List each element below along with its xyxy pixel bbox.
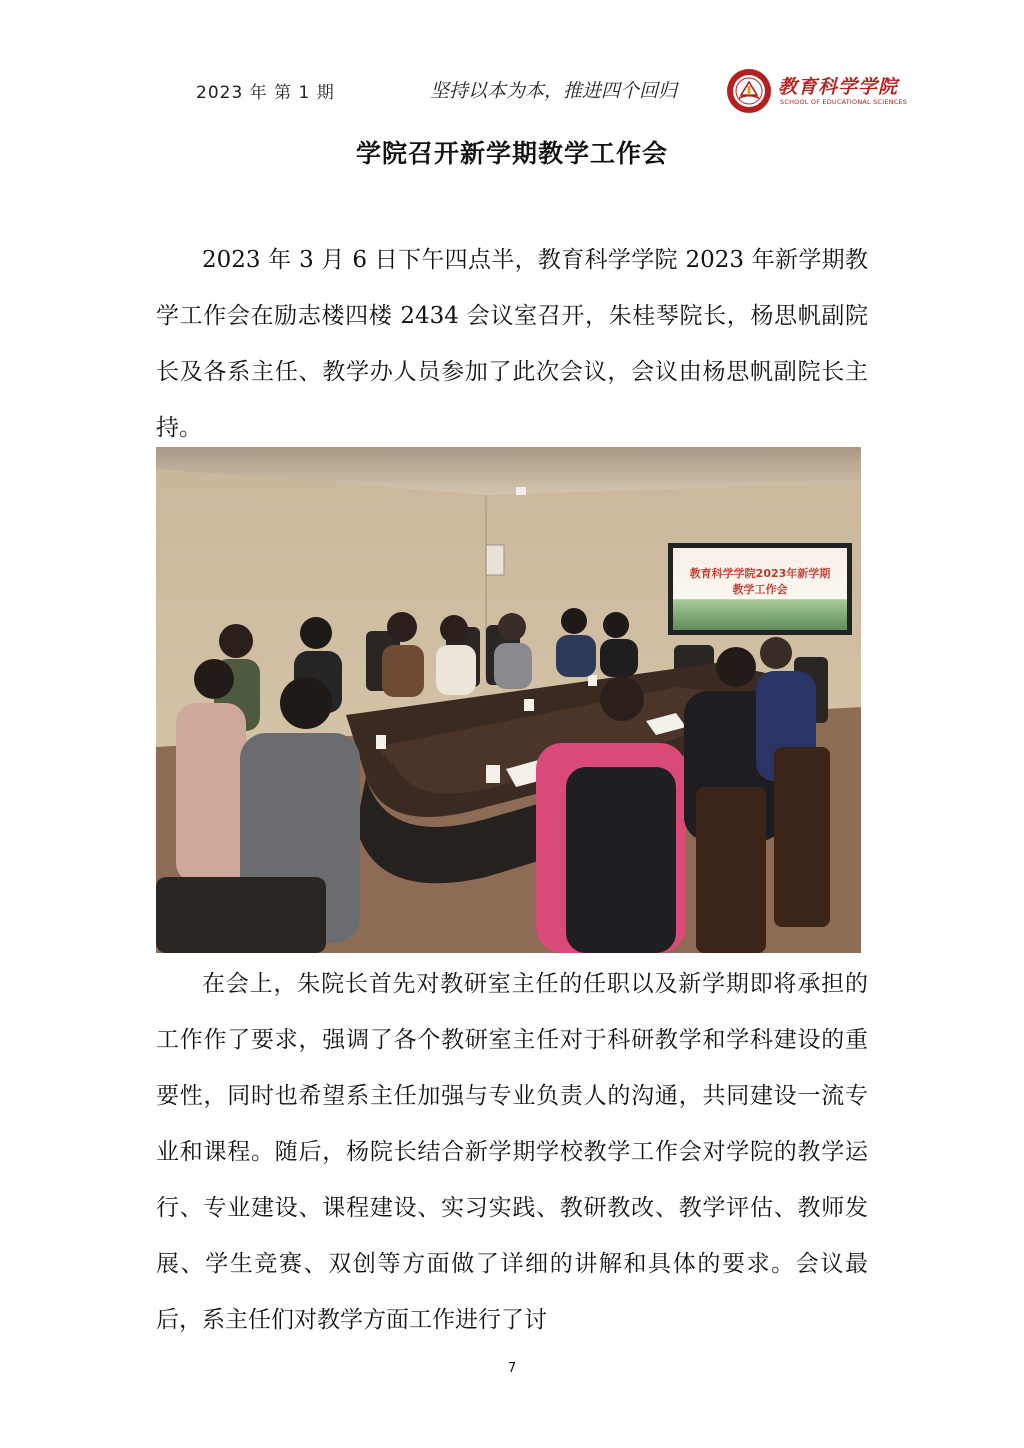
- article-title: 学院召开新学期教学工作会: [355, 139, 668, 168]
- page-number: 7: [507, 1361, 517, 1376]
- college-emblem-icon: [726, 68, 772, 114]
- header-motto: 坚持以本为本，推进四个回归: [430, 80, 678, 102]
- article-paragraph-2: 在会上，朱院长首先对教研室主任的任职以及新学期即将承担的工作作了要求，强调了各个教研室主任对于科研教学和学科建设的重要性，同时也希望系主任加强与专业负责人的沟通，共同建设一流专业和课程。随后，杨院长结合新学期学校教学工作会对学院的教学运行、专业建设、课程建设、实习实践、教研教改、教学评估、教师发展、学生竞赛、双创等方面做了详细的讲解和具体的要求。会议最后，系主任们对教学方面工作进行了讨: [156, 971, 868, 1333]
- college-logo: [726, 68, 906, 114]
- meeting-photo: [156, 447, 861, 953]
- page-header: [0, 66, 1024, 118]
- college-english-name: SCHOOL OF EDUCATIONAL SCIENCES: [780, 98, 908, 106]
- article-paragraph-1: 2023 年 3 月 6 日下午四点半，教育科学学院 2023 年新学期教学工作会在励志楼四楼 2434 会议室召开，朱桂琴院长，杨思帆副院长及各系主任、教学办人员参加了此次会议，会议由杨思帆副院长主持。: [156, 247, 868, 441]
- screen-text-line-2: 教学工作会: [732, 583, 788, 596]
- college-name: 教育科学学院: [778, 76, 899, 98]
- screen-text-line-1: 教育科学学院2023年新学期: [689, 567, 831, 580]
- issue-label: 2023 年 第 1 期: [196, 83, 335, 103]
